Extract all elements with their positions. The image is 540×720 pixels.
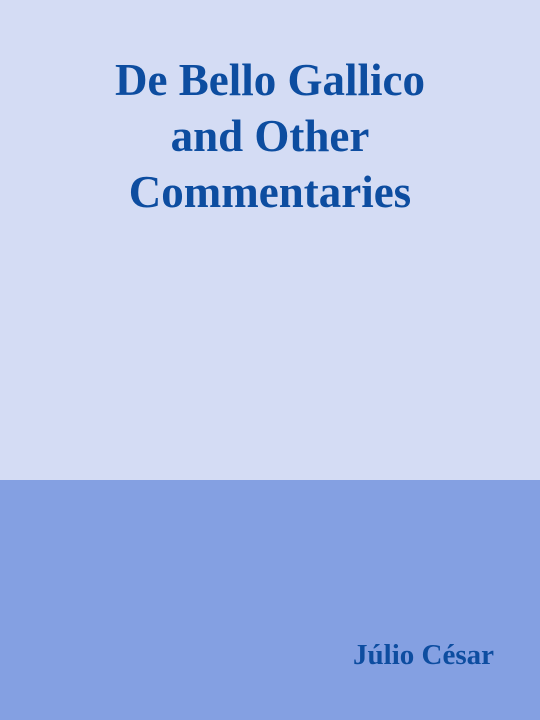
cover-bottom-panel	[0, 480, 540, 720]
book-title	[0, 52, 540, 220]
title-line-1: De Bello Gallico	[115, 55, 425, 105]
book-author: Júlio César	[353, 639, 494, 671]
title-line-3: Commentaries	[128, 167, 412, 217]
title-line-2: and Other	[170, 111, 370, 161]
